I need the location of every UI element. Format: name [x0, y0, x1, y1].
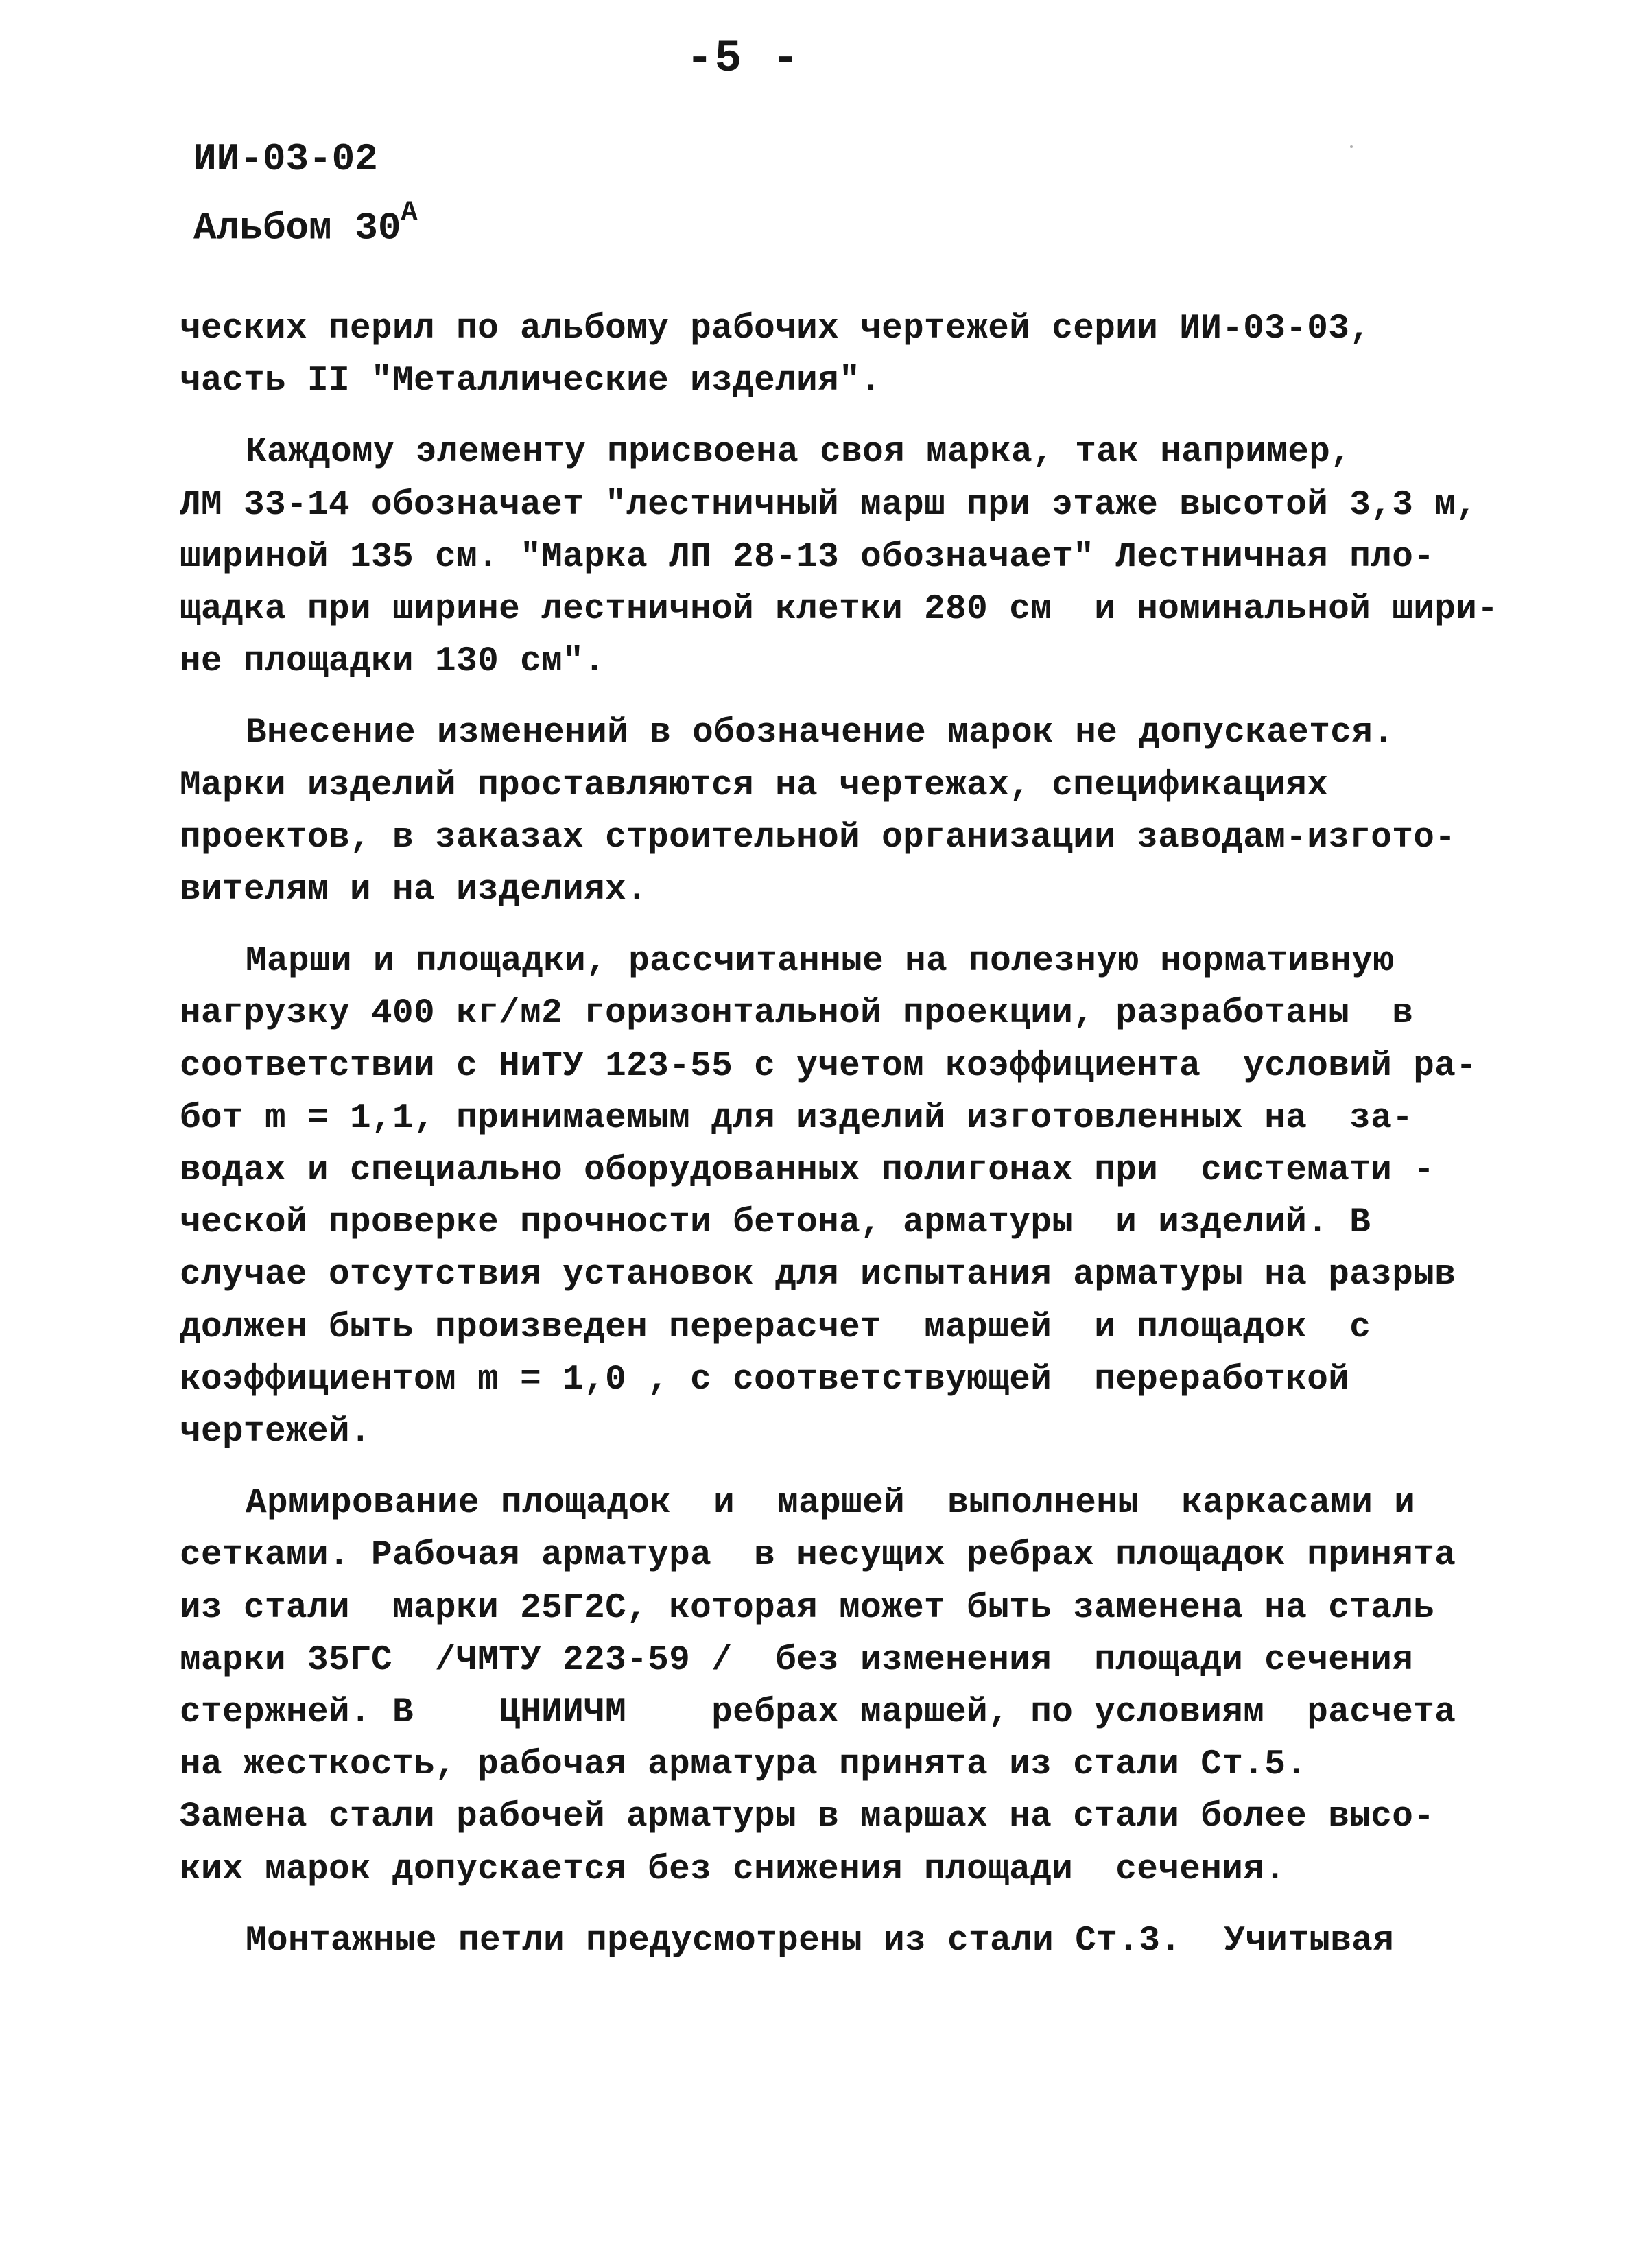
text-line: из стали марки 25Г2С, которая может быть заменена на сталь	[180, 1588, 1435, 1628]
paragraph-6	[180, 1915, 1524, 1968]
text-line: шириной 135 см. "Марка ЛП 28-13 обозначает" Лестничная пло-	[180, 537, 1435, 577]
text-line: на жесткость, рабочая арматура принята из стали Ст.5.	[180, 1745, 1307, 1785]
text-line: ЛМ 33-14 обозначает "лестничный марш при этаже высотой 3,3 м,	[180, 485, 1478, 525]
paragraph-2	[180, 427, 1524, 688]
text-line: ческой проверке прочности бетона, арматуры и изделий. В	[180, 1203, 1371, 1243]
text-line: соответствии с НиТУ 123-55 с учетом коэффициента условий ра-	[180, 1046, 1478, 1086]
text-line: случае отсутствия установок для испытания арматуры на разрыв	[180, 1255, 1456, 1295]
paragraph-5	[180, 1478, 1524, 1896]
album-suffix: А	[401, 198, 418, 228]
text-line: щадка при ширине лестничной клетки 280 см и номинальной шири-	[180, 590, 1499, 630]
text-line: Замена стали рабочей арматуры в маршах на стали более высо-	[180, 1797, 1435, 1837]
text-line: ческих перил по альбому рабочих чертежей серии ИИ-03-03,	[180, 309, 1371, 349]
page-number: -5 -	[686, 33, 801, 84]
paragraph-1	[180, 303, 1524, 407]
text-line: бот m = 1,1, принимаемым для изделий изготовленных на за-	[180, 1098, 1414, 1138]
text-line-with-standard-reference: марки 35ГС /ЧМТУ 223-59 / без изменения площади сечения	[180, 1640, 1414, 1680]
text-line: сетками. Рабочая арматура в несущих ребрах площадок принята	[180, 1536, 1456, 1576]
text-line: водах и специально оборудованных полигонах при системати -	[180, 1151, 1435, 1191]
album-label	[193, 198, 418, 250]
text-line: стержней. В ЦНИИЧМ ребрах маршей, по условиям расчета	[180, 1693, 1456, 1733]
text-line: Каждому элементу присвоена своя марка, так например,	[246, 433, 1352, 473]
text-line: Марки изделий проставляются на чертежах, спецификациях	[180, 766, 1329, 805]
text-line: должен быть произведен перерасчет маршей и площадок с	[180, 1308, 1371, 1347]
text-line: нагрузку 400 кг/м2 горизонтальной проекции, разработаны в	[180, 994, 1414, 1034]
text-line: ких марок допускается без снижения площади сечения.	[180, 1850, 1286, 1889]
document-body	[180, 303, 1524, 1968]
text-line: коэффициентом m = 1,0 , с соответствующей переработкой	[180, 1360, 1350, 1399]
scan-speck	[1350, 145, 1353, 148]
text-line: вителям и на изделиях.	[180, 871, 648, 910]
paragraph-3	[180, 707, 1524, 917]
text-line: Внесение изменений в обозначение марок не допускается.	[246, 713, 1395, 753]
text-line: часть II "Металлические изделия".	[180, 362, 882, 401]
album-label-text: Альбом 30	[193, 206, 401, 250]
text-line: Монтажные петли предусмотрены из стали Ст.3. Учитывая	[246, 1921, 1395, 1961]
document-code: ИИ-03-02	[193, 137, 378, 181]
text-line: чертежей.	[180, 1413, 372, 1452]
text-line: Марши и площадки, рассчитанные на полезную нормативную	[246, 942, 1395, 982]
text-line: проектов, в заказах строительной организации заводам-изгото-	[180, 818, 1456, 858]
paragraph-4	[180, 936, 1524, 1458]
text-line: Армирование площадок и маршей выполнены каркасами и	[246, 1484, 1416, 1524]
text-line: не площадки 130 см".	[180, 642, 606, 682]
